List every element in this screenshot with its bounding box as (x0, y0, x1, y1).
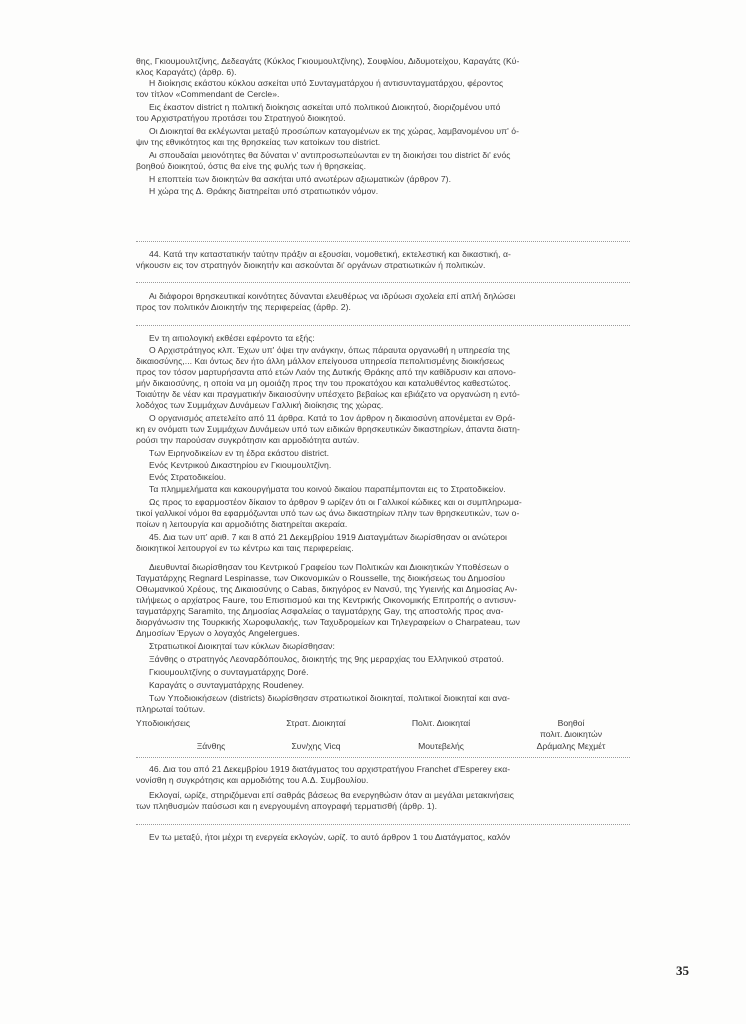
text-line: κη εν ονόματι των Συμμάχων Δυνάμεων υπό των ειδικών θρησκευτικών δικαστηρίων, άπαντα διατη- (136, 424, 520, 434)
text-line: Ως προς το εφαρμοστέον δίκαιον το άρθρον 9 ωρίζεν ότι οι Γαλλικοί κώδικες και οι συμπληρωμα- (149, 497, 522, 507)
text-line: Εν τω μεταξύ, ήτοι μέχρι τη ενεργεία εκλογών, ωρίζ. το αυτό άρθρον 1 του Διατάγματος, καλόν (149, 832, 511, 842)
text-line: του Αρχιστρατήγου προτάσει του Στρατηγού διοικητού. (136, 113, 346, 123)
table-header: πολιτ. Διοικητών (539, 729, 603, 739)
text-line: πληρωταί τούτων. (136, 704, 206, 714)
text-line: τιλήψεως ο αρχίατρος Faure, του Επισιτισμού και της Κεντρικής Οικονομικής Επιτροπής ο αντισυν- (136, 595, 517, 605)
text-line: τον τίτλον «Commendant de Cercle». (136, 89, 280, 99)
text-line: ποίων η λειτουργία και αρμοδιότης διατηρείται ακεραία. (136, 519, 348, 529)
dotted-separator (136, 824, 630, 829)
text-line: Τοιαύτην δε νέαν και πραγματικήν δικαιοσύνην υπέσχετο βεβαίως και εβιάζετο να οργανώση η εντό- (136, 389, 520, 399)
text-line: Καραγάτς ο συνταγματάρχης Roudeney. (149, 680, 305, 690)
text-line: ταγματάρχης Saramito, της Δημοσίας Ασφαλείας ο ταγματάρχης Gay, της αποστολής προς ανα- (136, 606, 504, 616)
text-line: Αι διάφοροι θρησκευτικαί κοινότητες δύνανται ελευθέρως να ιδρύωσι σχολεία επί απλή δηλώσει (149, 291, 516, 301)
text-line: Εις έκαστον district η πολιτική διοίκησις ασκείται υπό πολιτικού Διοικητού, διοριζομένου υπό (149, 102, 501, 112)
text-line: θης, Γκιουμουλτζίνης, Δεδεαγάτς (Κύκλος Γκιουμουλτζίνης), Σουφλίου, Διδυμοτείχου, Καραγάτς (Κύ- (136, 56, 520, 66)
dotted-separator (136, 241, 630, 246)
text-line: βοηθού διοικητού, όστις θα είνε της φυλής των ή θρησκείας. (136, 161, 367, 171)
text-line: 44. Κατά την καταστατικήν ταύτην πράξιν αι εξουσίαι, νομοθετική, εκτελεστική και δικαστική, α- (149, 249, 511, 259)
text-line: 45. Δια των υπ' αριθ. 7 και 8 από 21 Δεκεμβρίου 1919 Διαταγμάτων διωρίσθησαν οι ανώτεροι (149, 532, 508, 542)
text-line: Οθωμανικού Χρέους, της Δικαιοσύνης ο Cabas, δικηγόρος εν Νανσύ, της Υγιεινής και Δημοσίας Αν- (136, 584, 518, 594)
text-line: ψιν της εθνικότητος και της θρησκείας των κατοίκων του district. (136, 137, 381, 147)
text-line: Τα πλημμελήματα και κακουργήματα του κοινού δικαίου παραπέμπονται εις το Στρατοδικείον. (149, 484, 506, 494)
table-cell: Συν/χης Vicq (291, 741, 341, 751)
text-line: Στρατιωτικοί Διοικηταί των κύκλων διωρίσθησαν: (149, 641, 335, 651)
table-cell: Μουτεβελής (418, 741, 464, 751)
text-line: προς τον τόσον μαρτυρήσαντα από ετών Λαόν της Δυτικής Θράκης από την καθίδρυσιν και απονο- (136, 367, 516, 377)
text-line: Αι σπουδαίαι μειονότητες θα δύναται ν' αντιπροσωπεύωνται εν τη διοικήσει του district δι' ενός (149, 150, 511, 160)
table-cell: Δράμαλης Μεχμέτ (536, 741, 606, 751)
text-line: ρούσι την παρούσαν συγκρότησιν και αρμοδιότητα αυτών. (136, 435, 360, 445)
text-line: Εν τη αιτιολογική εκθέσει εφέροντο τα εξής: (149, 333, 315, 343)
table-header: Βοηθοί (557, 718, 585, 728)
text-line: Ενός Κεντρικού Δικαστηρίου εν Γκιουμουλτζίνη. (149, 460, 332, 470)
text-line: διοργάνωσιν της Τουρκικής Χωροφυλακής, των Ταχυδρομείων και Τηλεγραφείων ο Charpateau, των (136, 617, 520, 627)
table-header: Στρατ. Διοικηταί (286, 718, 346, 728)
text-line: Η εποπτεία των διοικητών θα ασκήται υπό ανωτέρων αξιωματικών (άρθρον 7). (149, 174, 452, 184)
text-line: Των Ειρηνοδικείων εν τη έδρα εκάστου district. (149, 448, 330, 458)
dotted-separator (136, 282, 630, 287)
page-number: 35 (676, 963, 689, 978)
text-line: δικαιοσύνης,... Και όντως δεν ήτο άλλη μάλλον επείγουσα υπηρεσία πεπολιτισμένης διοικήσεως (136, 356, 505, 366)
text-line: Των Υποδιοικήσεων (districts) διωρίσθησαν στρατιωτικοί διοικηταί, πολιτικοί διοικηταί και ανα- (149, 693, 510, 703)
text-line: Ενός Στρατοδικείου. (149, 472, 227, 482)
text-line: Οι Διοικηταί θα εκλέγωνται μεταξύ προσώπων καταγομένων εκ της χώρας, λαμβανομένου υπ' ό- (149, 126, 519, 136)
text-line: Η διοίκησις εκάστου κύκλου ασκείται υπό Συνταγματάρχου ή αντισυνταγματάρχου, φέροντος (149, 78, 504, 88)
text-line: κλος Καραγάτς) (άρθρ. 6). (136, 67, 237, 77)
text-line: νονίσθη η συγκρότησις και αρμοδιότης του Α.Δ. Συμβουλίου. (136, 775, 369, 785)
table-cell: Ξάνθης (196, 741, 226, 751)
text-line: νήκουσιν εις τον στρατηγόν διοικητήν και ασκούνται δι' οργάνων στρατιωτικών ή πολιτικών. (136, 260, 486, 270)
table-header: Υποδιοικήσεις (136, 718, 190, 728)
table-header: Πολιτ. Διοικηταί (411, 718, 471, 728)
text-line: 46. Δια του από 21 Δεκεμβρίου 1919 διατάγματος του αρχιστρατήγου Franchet d'Esperey εκα- (149, 764, 511, 774)
dotted-separator (136, 757, 630, 762)
text-line: Ταγματάρχης Regnard Lespinasse, των Οικονομικών ο Rousselle, της διοικήσεως του Δημοσίου (136, 573, 506, 583)
text-line: Ο οργανισμός απετελείτο από 11 άρθρα. Κατά το 1ον άρθρον η δικαιοσύνη απονέμεται εν Θρά- (149, 413, 516, 423)
text-line: Δημοσίων Έργων ο λογαχός Angelergues. (136, 628, 300, 638)
text-line: Ο Αρχιστράτηγος κλπ. Έχων υπ' όψει την ανάγκην, όπως πάραυτα οργανωθή η υπηρεσία της (149, 345, 510, 355)
text-line: μήν δικαιοσύνης, η οποία να μη ομοιάζη προς την του προκατόχου και καταλυθέντος καθεστώτος. (136, 378, 511, 388)
text-line: Η χώρα της Δ. Θράκης διατηρείται υπό στρατιωτικόν νόμον. (149, 186, 379, 196)
text-line: των πληθυσμών παύσωσι και η ενεργουμένη απογραφή τερματισθή (άρθρ. 1). (136, 801, 438, 811)
text-line: διοικητικοί λειτουργοί εν τω κέντρω και ταις περιφερείαις. (136, 543, 354, 553)
text-line: Διευθυνταί διωρίσθησαν του Κεντρικού Γραφείου των Πολιτικών και Διοικητικών Υποθέσεων ο (149, 562, 509, 572)
text-line: Ξάνθης ο στρατηγός Λεοναρδόπουλος, διοικητής της 9ης μεραρχίας του Ελληνικού στρατού. (149, 654, 504, 664)
text-line: Εκλογαί, ωρίζε, στηριζόμεναι επί σαθράς βάσεως θα ενεργηθώσιν όταν αι μεγάλαι μετακινήσεις (149, 790, 514, 800)
text-line: Γκιουμουλτζίνης ο συνταγματάρχης Doré. (149, 667, 309, 677)
text-line: προς τον πολιτικόν Διοικητήν της περιφερείας (άρθρ. 2). (136, 302, 351, 312)
text-line: λοδόχος των Συμμάχων Δυνάμεων Γαλλική διοίκησις της χώρας. (136, 400, 384, 410)
text-line: τικοί γαλλικοί νόμοι θα εφαρμόζωνται υπό των ως άνω δικαστηρίων πλην των θρησκευτικών, των ο- (136, 508, 520, 518)
dotted-separator (136, 325, 630, 330)
